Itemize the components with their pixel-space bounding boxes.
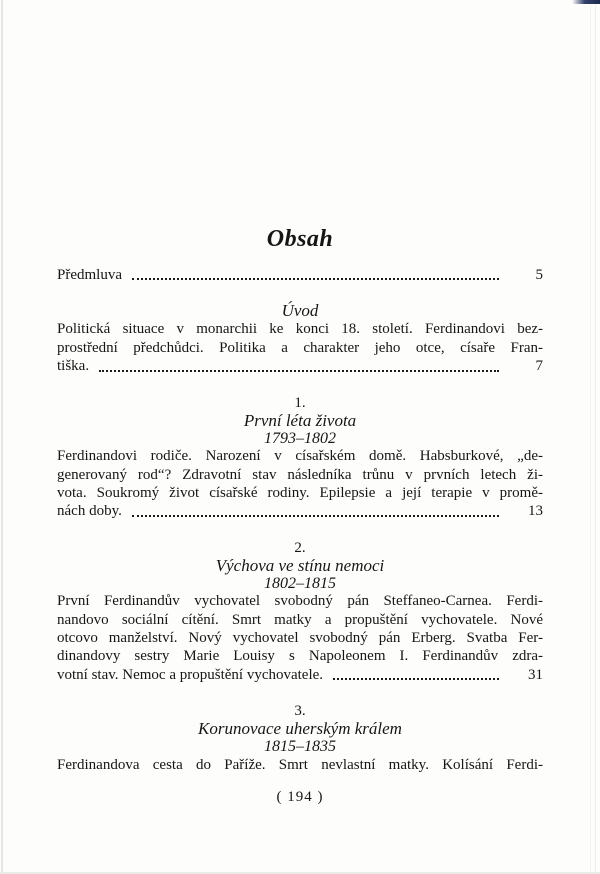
section-summary-text: tiška. bbox=[57, 358, 90, 375]
section-number: 1. bbox=[294, 394, 306, 411]
section-summary-last-line bbox=[57, 357, 543, 375]
section-summary-text: votní stav. Nemoc a propuštění vychovatele. bbox=[57, 666, 324, 683]
scan-edge-right bbox=[595, 0, 596, 874]
section-title: První léta života bbox=[243, 410, 357, 430]
section-years: 1793–1802 bbox=[264, 429, 336, 447]
section-years: 1802–1815 bbox=[264, 574, 336, 592]
toc-page-number: 7 bbox=[535, 358, 543, 375]
section-title: Výchova ve stínu nemoci bbox=[215, 555, 385, 575]
page-footer: ( 194 ) bbox=[276, 789, 324, 805]
leader-dots bbox=[99, 370, 499, 372]
leader-dots bbox=[132, 278, 499, 280]
scan-edge-right-inner bbox=[590, 0, 591, 874]
toc-entry-label: Předmluva bbox=[57, 267, 122, 283]
scan-edge-left bbox=[1, 0, 3, 874]
section-summary-line: Politická situace v monarchii ke konci 18. století. Ferdinandovi bez- bbox=[57, 321, 543, 338]
toc-section-1 bbox=[57, 394, 543, 521]
section-summary-line: prostřední předchůdci. Politika a charakter jeho otce, císaře Fran- bbox=[57, 339, 543, 356]
section-number: 3. bbox=[294, 703, 306, 720]
section-title: Úvod bbox=[281, 301, 319, 321]
toc-page-number: 5 bbox=[535, 267, 543, 283]
section-summary-line: vota. Soukromý život císařské rodiny. Epilepsie a její terapie v promě- bbox=[57, 484, 543, 501]
toc-section-2 bbox=[57, 539, 543, 685]
leader-dots bbox=[132, 515, 499, 517]
section-summary-last-line bbox=[57, 502, 543, 520]
toc-section-3 bbox=[57, 702, 543, 774]
section-summary-line: generovaný rod“? Zdravotní stav následníka trůnu v prvních letech ži- bbox=[57, 466, 543, 483]
scan-corner-mark bbox=[572, 0, 600, 4]
section-number: 2. bbox=[294, 539, 306, 556]
section-summary-line: nandovo sociální cítění. Smrt matky a propuštění vychovatele. Nové bbox=[57, 611, 543, 628]
section-summary-line: Ferdinandova cesta do Paříže. Smrt nevlastní matky. Kolísání Ferdi- bbox=[57, 756, 543, 773]
section-summary-line: dinandovy sestry Marie Louisy s Napoleonem I. Ferdinandův zdra- bbox=[57, 648, 543, 665]
toc-section-uvod bbox=[57, 302, 543, 375]
toc-page-number: 13 bbox=[528, 503, 543, 520]
toc-entry-preface bbox=[57, 266, 543, 284]
page-title: Obsah bbox=[266, 226, 334, 252]
section-summary-line: První Ferdinandův vychovatel svobodný pán Steffaneo-Carnea. Ferdi- bbox=[57, 593, 543, 610]
section-summary-line: Ferdinandovi rodiče. Narození v císařském domě. Habsburkové, „de- bbox=[57, 448, 543, 465]
section-summary-line: otcovo manželství. Nový vychovatel svobodný pán Erberg. Svatba Fer- bbox=[57, 630, 543, 647]
section-summary-text: nách doby. bbox=[57, 503, 122, 520]
section-title: Korunovace uherským králem bbox=[198, 719, 402, 739]
toc-page-number: 31 bbox=[528, 666, 543, 683]
leader-dots bbox=[333, 678, 499, 680]
section-years: 1815–1835 bbox=[264, 738, 336, 756]
section-summary-last-line bbox=[57, 666, 543, 684]
